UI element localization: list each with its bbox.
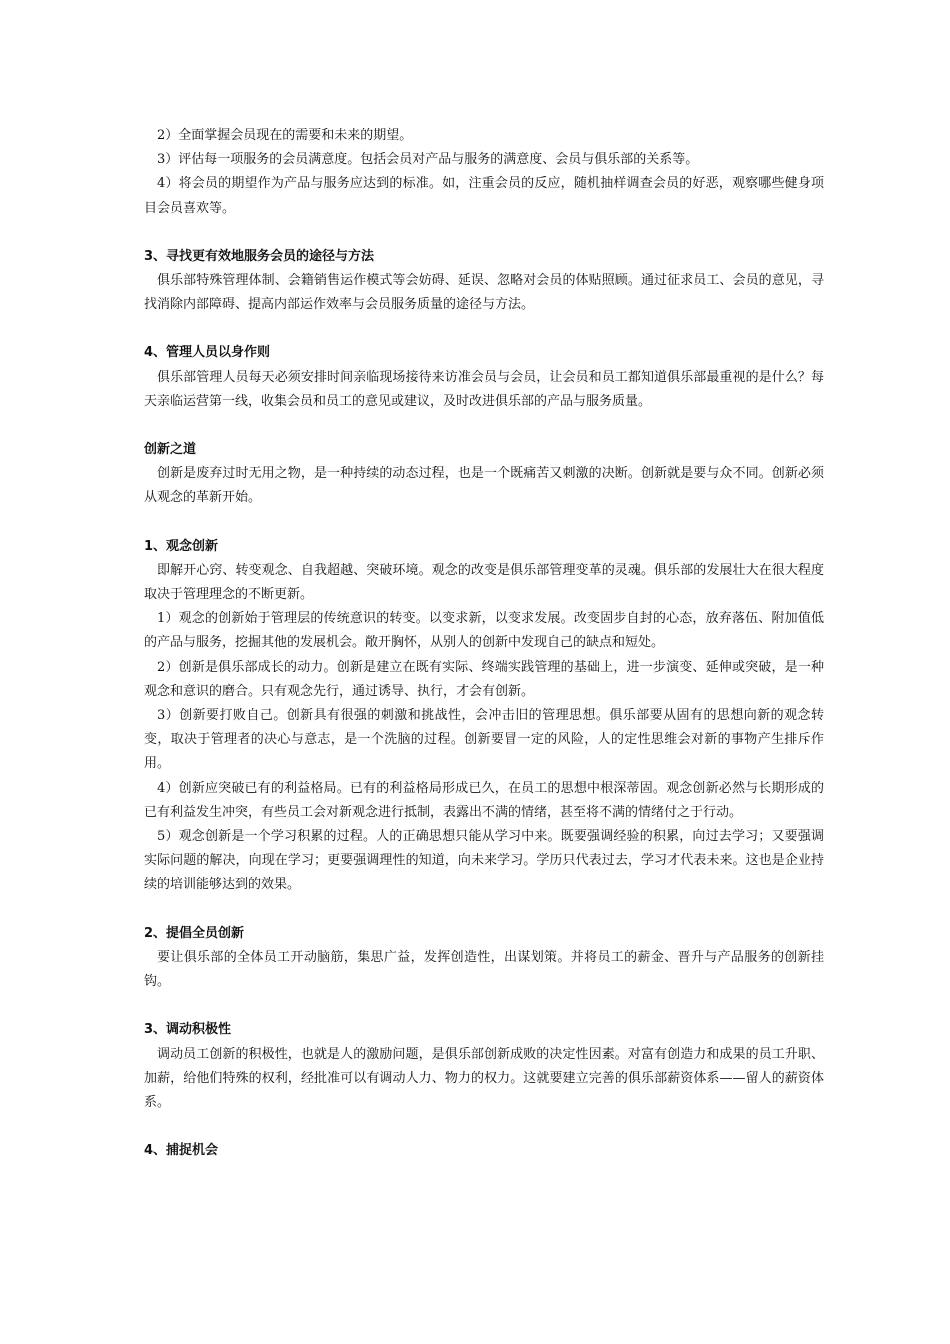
section-heading: 3、寻找更有效地服务会员的途径与方法 [144, 248, 375, 264]
section-heading: 4、捕捉机会 [144, 1143, 219, 1159]
section-heading: 创新之道 [144, 442, 197, 458]
paragraph: 创新是废弃过时无用之物，是一种持续的动态过程，也是一个既痛苦又刺激的决断。创新就是要与众不同。创新必须从观念的革新开始。 [144, 466, 824, 506]
section-heading: 1、观念创新 [144, 538, 219, 554]
list-item: 2）全面掌握会员现在的需要和未来的期望。 [157, 128, 413, 143]
paragraph: 即解开心窍、转变观念、自我超越、突破环境。观念的改变是俱乐部管理变革的灵魂。俱乐部的发展壮大在很大程度取决于管理理念的不断更新。 [144, 562, 824, 603]
paragraph: 调动员工创新的积极性，也就是人的激励问题，是俱乐部创新成败的决定性因素。对富有创造力和成果的员工升职、加薪，给他们特殊的权利，经批准可以有调动人力、物力的权力。这就要建立完善的俱乐部薪资体系——留人的薪资体系。 [144, 1046, 824, 1110]
list-item: 3）评估每一项服务的会员满意度。包括会员对产品与服务的满意度、会员与俱乐部的关系等。 [157, 152, 699, 168]
paragraph: 俱乐部特殊管理体制、会籍销售运作模式等会妨碍、延误、忽略对会员的体贴照顾。通过征求员工、会员的意见，寻找消除内部障碍、提高内部运作效率与会员服务质量的途径与方法。 [144, 273, 824, 313]
section-heading: 2、提倡全员创新 [144, 925, 245, 941]
document-page [144, 124, 824, 1163]
list-item: 4）创新应突破已有的利益格局。已有的利益格局形成已久，在员工的思想中根深蒂固。观念创新必然与长期形成的已有利益发生冲突，有些员工会对新观念进行抵制，表露出不满的情绪，甚至将不满的情绪付之于行动。 [144, 780, 824, 820]
list-item: 5）观念创新是一个学习积累的过程。人的正确思想只能从学习中来。既要强调经验的积累，向过去学习；又要强调实际问题的解决，向现在学习；更要强调理性的知道，向未来学习。学历只代表过去，学习才代表未来。这也是企业持续的培训能够达到的效果。 [144, 829, 824, 893]
list-item: 4）将会员的期望作为产品与服务应达到的标准。如，注重会员的反应，随机抽样调查会员的好恶，观察哪些健身项目会员喜欢等。 [144, 176, 824, 216]
list-item: 1）观念的创新始于管理层的传统意识的转变。以变求新，以变求发展。改变固步自封的心态，放弃落伍、附加值低的产品与服务，挖掘其他的发展机会。敞开胸怀，从别人的创新中发现自己的缺点和短处。 [144, 611, 824, 651]
list-item: 2）创新是俱乐部成长的动力。创新是建立在既有实际、终端实践管理的基础上，进一步演变、延伸或突破，是一种观念和意识的磨合。只有观念先行，通过诱导、执行，才会有创新。 [144, 659, 824, 699]
list-item: 3）创新要打败自己。创新具有很强的刺激和挑战性，会冲击旧的管理思想。俱乐部要从固有的思想向新的观念转变，取决于管理者的决心与意志，是一个洗脑的过程。创新要冒一定的风险，人的定性思维会对新的事物产生排斥作用。 [144, 708, 824, 772]
section-heading: 3、调动积极性 [144, 1022, 232, 1038]
paragraph: 俱乐部管理人员每天必须安排时间亲临现场接待来访准会员与会员，让会员和员工都知道俱乐部最重视的是什么？每天亲临运营第一线，收集会员和员工的意见或建议，及时改进俱乐部的产品与服务质量。 [144, 369, 824, 409]
section-heading: 4、管理人员以身作则 [144, 345, 271, 361]
paragraph: 要让俱乐部的全体员工开动脑筋，集思广益，发挥创造性，出谋划策。并将员工的薪金、晋升与产品服务的创新挂钩。 [144, 949, 824, 990]
